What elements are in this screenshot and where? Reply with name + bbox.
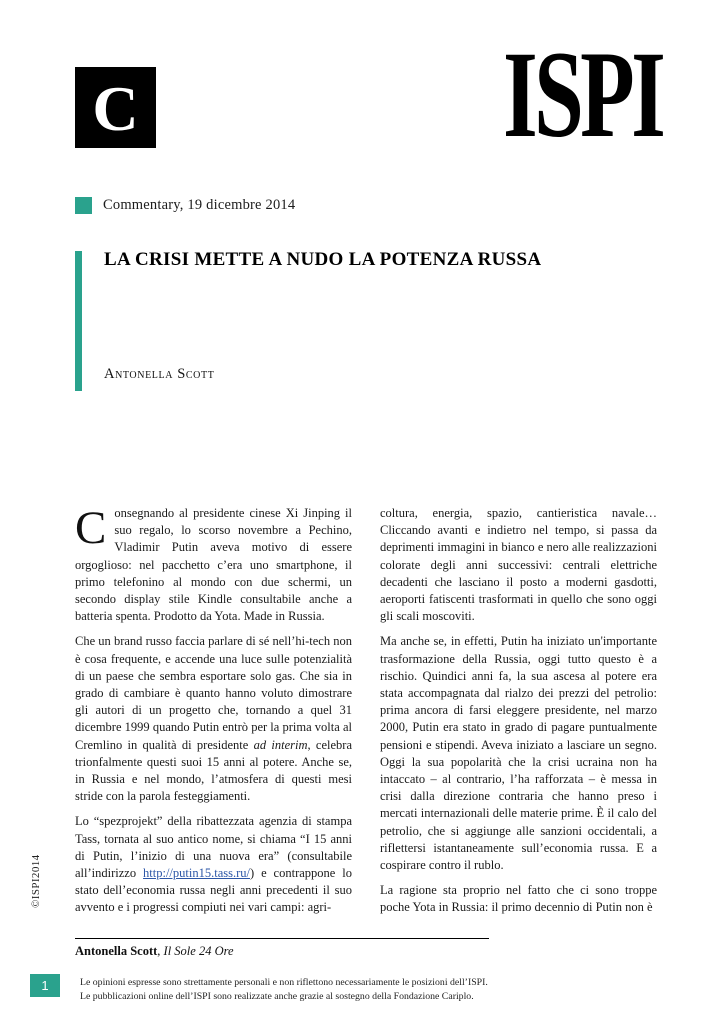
paragraph-text: onsegnando al presidente cinese Xi Jinping il suo regalo, lo scorso novembre a Pechino, Vladimir Putin aveva motivo di essere orgoglioso: nel pacchetto c’era uno smartphone, il primo telefonino al mondo con due schermi, un secondo display stile Kindle consultabile anche a batteria spenta. Prodotto da Yota. Made in Russia. <box>75 506 352 624</box>
commentary-c-logo-letter: C <box>92 73 139 144</box>
paragraph-text: , celebra trionfalmente questi suoi 15 anni al potere. Anche se, in Russia e nel mondo, l’atmosfera di questi mesi stride con la parola festeggiamenti. <box>75 737 353 804</box>
footer-author: Antonella Scott <box>75 944 158 958</box>
title-block <box>75 249 641 382</box>
commentary-c-logo <box>75 67 156 148</box>
disclaimer-line-1: Le opinioni espresse sono strettamente personali e non riflettono necessariamente le posizioni dell’ISPI. <box>80 977 488 988</box>
page-number-badge: 1 <box>30 974 60 997</box>
ispi-logo: ISPI <box>502 26 662 163</box>
footer-disclaimer <box>80 976 488 1003</box>
italic-phrase: ad interim <box>253 737 308 752</box>
commentary-date: Commentary, 19 dicembre 2014 <box>103 197 296 213</box>
body-paragraph <box>75 633 352 805</box>
paragraph-text: Che un brand russo faccia parlare di sé nell’hi-tech non è cosa frequente, e accende una luce sulle potenzialità di un paese che sembra esportare solo gas. Che sia in grado di cambiare è quanto hanno voluto dimostrare gli autori di un progetto che, tornando a quel 31 dicembre 1999 quando Putin entrò per la prima volta al Cremlino in qualità di presidente <box>75 634 352 752</box>
title-accent-bar <box>75 251 82 391</box>
author-name: Antonella Scott <box>104 366 215 382</box>
paragraph-text: ) e contrappone lo stato dell’economia russa negli anni precedenti il suo avvento e i progressi compiuti nei vari campi: agri- <box>75 866 352 915</box>
tass-project-link[interactable]: http://putin15.tass.ru/ <box>143 866 250 881</box>
drop-cap: C <box>75 502 107 554</box>
article-body <box>75 502 657 917</box>
paragraph-text: Lo “spezprojekt” della ribattezzata agenzia di stampa Tass, tornata al suo antico nome, si chiama “I 15 anni di Putin, l’inizio di una nuova era” (consultabile all’indirizzo <box>75 814 352 881</box>
document-title: LA CRISI METTE A NUDO LA POTENZA RUSSA <box>104 249 542 270</box>
footer-separator: , <box>157 944 164 958</box>
disclaimer-line-2: Le pubblicazioni online dell’ISPI sono realizzate anche grazie al sostegno della Fondazione Cariplo. <box>80 990 474 1002</box>
body-paragraph: Ma anche se, in effetti, Putin ha iniziato un'importante trasformazione della Russia, oggi tutto questo è a rischio. Quindici anni fa, la sua ascesa al potere era stata accompagnata dal rialzo dei prezzi del petrolio: prima ancora di farsi eleggere presidente, nel marzo 2000, Putin era stato in grado di pagare puntualmente pensioni e stipendi. Aveva iniziato a lasciare un segno. Oggi la sua popolarità che la crisi ucraina non ha intaccato – al contrario, l’ha rafforzata – è messa in crisi dalla direzione contraria che hanno preso i mercati internazionali delle materie prime. È il calo del petrolio, che si aggiunge alle sanzioni occidentali, a riflettersi istantaneamente sull’economia russa. E a cospirare contro il rublo. <box>380 634 657 873</box>
body-paragraph <box>75 502 352 625</box>
body-paragraph <box>75 813 352 916</box>
body-left-column <box>75 502 353 917</box>
copyright-sidebar: ©ISPI2014 <box>30 854 42 908</box>
footer-publication: Il Sole 24 Ore <box>163 944 234 958</box>
commentary-header <box>75 197 295 214</box>
body-paragraph: coltura, energia, spazio, cantieristica navale…Cliccando avanti e indietro nel tempo, si passa da deprimenti immagini in bianco e nero alle realizzazioni colorate degli anni successivi: centrali elettriche decadenti che lasciano il posto a moderni gasdotti, aeroporti fatiscenti trasformati in quello che sono oggi gli scali moscoviti. <box>380 506 657 624</box>
body-right-column <box>380 505 657 917</box>
footer-source <box>75 938 489 959</box>
body-paragraph: La ragione sta proprio nel fatto che ci sono troppe poche Yota in Russia: il primo decennio di Putin non è <box>380 883 657 915</box>
commentary-bullet-square <box>75 197 92 214</box>
